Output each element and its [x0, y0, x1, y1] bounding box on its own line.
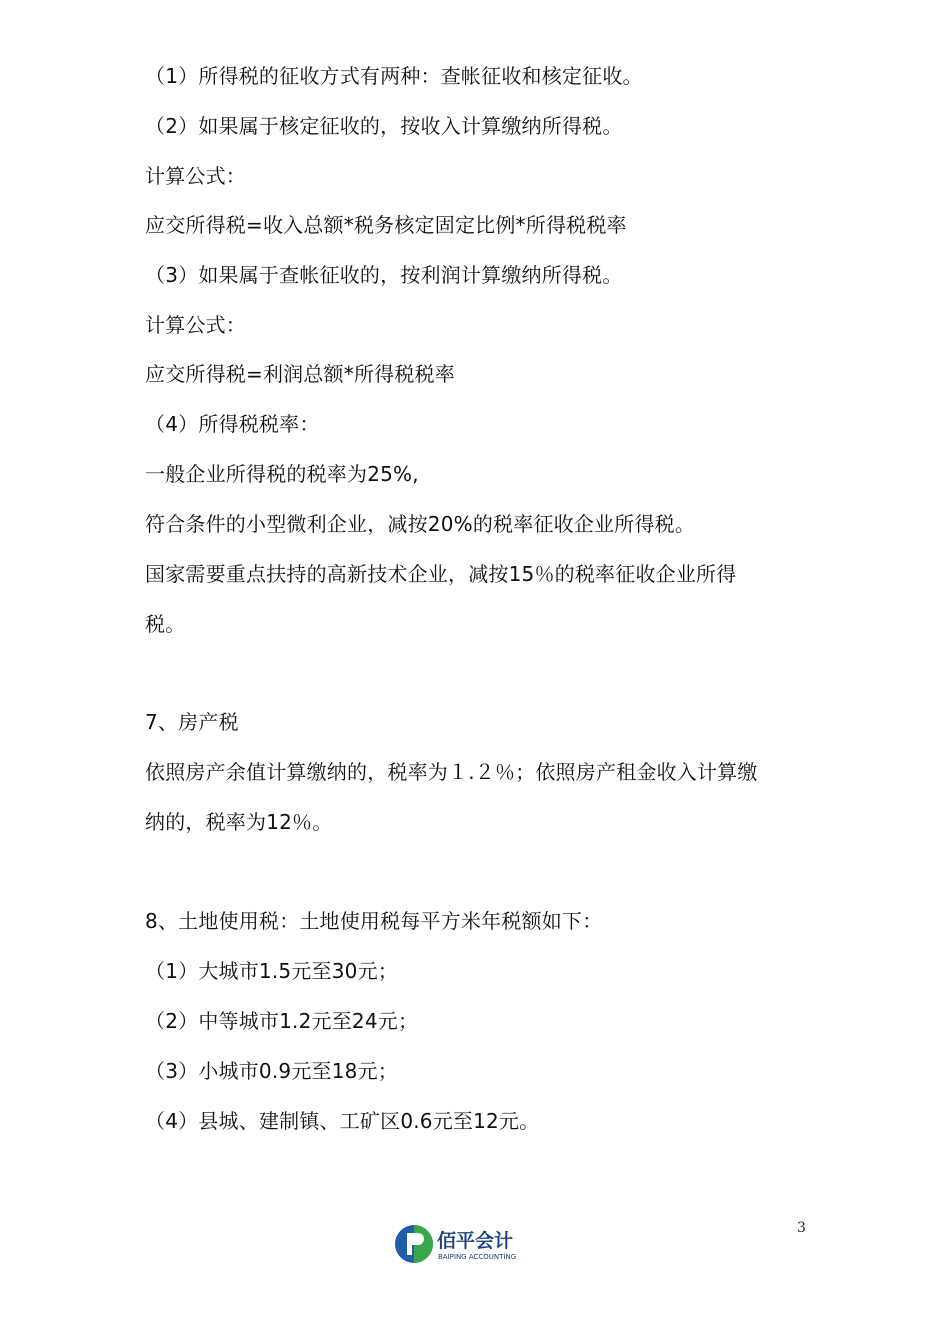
list-item: （4）县城、建制镇、工矿区0.6元至12元。 [145, 1109, 540, 1133]
paragraph-line: 一般企业所得税的税率为25%, [145, 462, 419, 486]
list-item: （1）大城市1.5元至30元； [145, 959, 398, 983]
paragraph-line: 计算公式： [145, 164, 246, 188]
paragraph-line: 依照房产余值计算缴纳的，税率为１.２％；依照房产租金收入计算缴 [145, 760, 758, 784]
paragraph-line: 纳的，税率为12％。 [145, 810, 333, 834]
page-number: 3 [797, 1220, 806, 1236]
section-heading: 8、土地使用税：土地使用税每平方米年税额如下： [145, 909, 603, 933]
section-heading: 7、房产税 [145, 710, 239, 734]
paragraph-line: （2）如果属于核定征收的，按收入计算缴纳所得税。 [145, 114, 623, 138]
paragraph-line: 计算公式： [145, 313, 246, 337]
paragraph-line: （1）所得税的征收方式有两种：查帐征收和核定征收。 [145, 64, 643, 88]
list-item: （3）小城市0.9元至18元； [145, 1059, 398, 1083]
paragraph-line: 税。 [145, 612, 186, 636]
formula-line: 应交所得税=收入总额*税务核定固定比例*所得税税率 [145, 213, 627, 237]
logo-text-en: BAIPING ACCOUNTING [438, 1253, 517, 1261]
paragraph-line: 国家需要重点扶持的高新技术企业，减按15％的税率征收企业所得 [145, 562, 737, 586]
paragraph-line: （4）所得税税率： [145, 412, 320, 436]
formula-line: 应交所得税=利润总额*所得税税率 [145, 362, 455, 386]
logo-text-cn: 佰平会计 [437, 1230, 514, 1252]
paragraph-line: （3）如果属于查帐征收的，按利润计算缴纳所得税。 [145, 263, 623, 287]
paragraph-line: 符合条件的小型微利企业，减按20%的税率征收企业所得税。 [145, 512, 696, 536]
company-logo [393, 1222, 533, 1266]
list-item: （2）中等城市1.2元至24元； [145, 1009, 419, 1033]
